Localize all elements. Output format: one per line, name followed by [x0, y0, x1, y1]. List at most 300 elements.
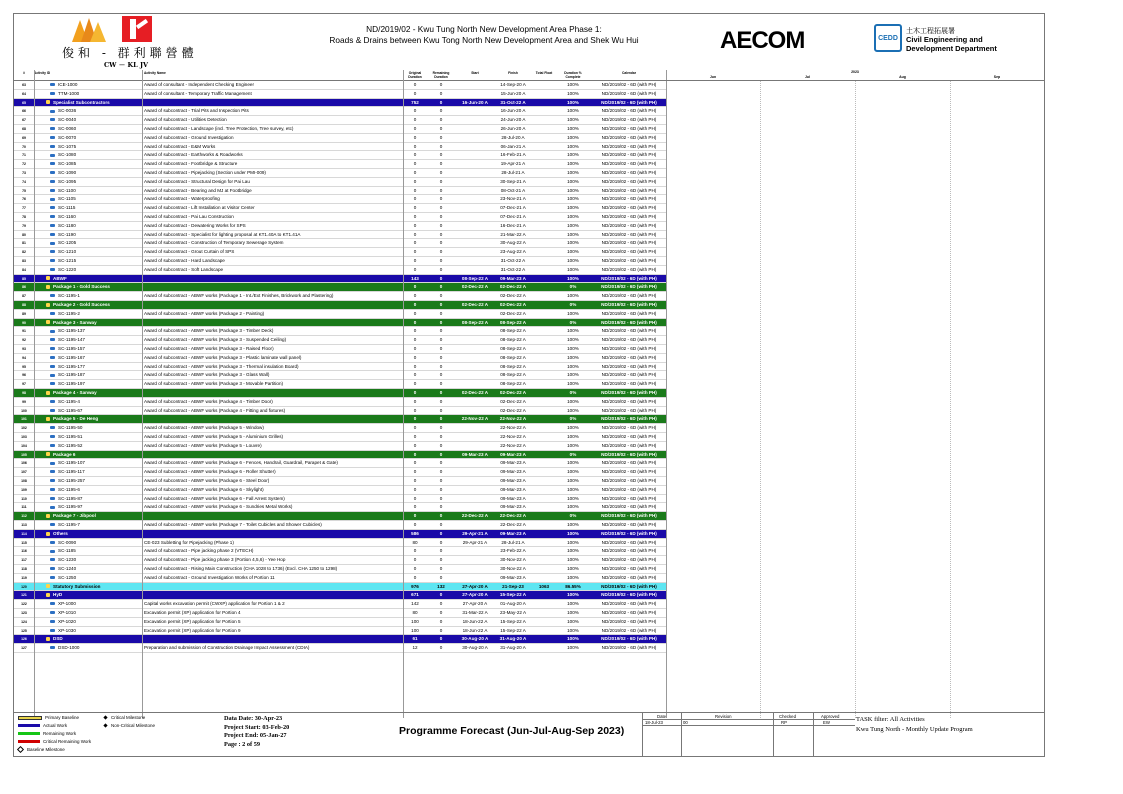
activity-id-text: SC-1195-4 — [58, 398, 80, 404]
wbs-group-icon — [46, 100, 50, 104]
activity-name-text: Award of subcontract - ABWF works (Package 3 - Plastic laminate wall panel) — [144, 354, 302, 360]
table-row[interactable] — [14, 600, 666, 609]
percent-complete — [558, 486, 588, 495]
table-row[interactable] — [14, 169, 666, 178]
col-calendar[interactable]: Calendar — [621, 71, 637, 75]
table-row[interactable] — [14, 90, 666, 99]
activity-id-text: XP-1010 — [58, 610, 76, 615]
row-number — [14, 178, 34, 187]
activity-id — [40, 600, 146, 609]
footer-panel — [14, 712, 1044, 757]
table-row[interactable] — [14, 187, 666, 196]
activity-name — [144, 371, 402, 380]
activity-id — [40, 160, 146, 169]
activity-name-text: Award of subcontract - ABWF works (Package 5 - Louvre) — [144, 442, 262, 448]
legend-critical-milestone: Critical Milestone — [104, 715, 145, 720]
table-row[interactable] — [14, 556, 666, 565]
finish-date — [495, 292, 531, 301]
wbs-group-icon — [46, 285, 50, 289]
table-row[interactable] — [14, 380, 666, 389]
calendar — [592, 600, 666, 609]
activity-icon — [50, 479, 55, 482]
row-number — [14, 451, 34, 460]
activity-icon — [50, 171, 55, 174]
table-row[interactable] — [14, 363, 666, 372]
activity-name — [144, 222, 402, 231]
group-row[interactable] — [14, 275, 666, 284]
finish-date — [495, 459, 531, 468]
activity-id — [40, 627, 146, 636]
remaining-swatch-icon — [18, 732, 40, 735]
percent-complete — [558, 407, 588, 416]
col-original-duration[interactable]: Original Duration — [408, 71, 422, 79]
rev-approved-label: Approved — [821, 714, 840, 719]
remaining-duration — [428, 495, 454, 504]
activity-id — [40, 90, 146, 99]
col-num[interactable]: # — [23, 71, 25, 75]
jv-short-name: CW － KL JV — [104, 61, 149, 69]
finish-date-text: 31-Aug-20 A — [499, 636, 527, 642]
group-row[interactable] — [14, 530, 666, 539]
remaining-duration-text: 0 — [439, 337, 443, 343]
percent-complete — [558, 644, 588, 653]
finish-date-text: 08-Sep-22 A — [500, 363, 526, 369]
original-duration — [404, 459, 426, 468]
col-remaining-duration[interactable]: Remaining Duration — [432, 71, 450, 79]
row-number-text: 114 — [21, 531, 27, 536]
percent-complete — [558, 275, 588, 284]
remaining-duration — [428, 239, 454, 248]
row-number-text: 71 — [22, 153, 26, 158]
table-row[interactable] — [14, 539, 666, 548]
percent-complete — [558, 477, 588, 486]
percent-complete — [558, 187, 588, 196]
remaining-duration — [428, 477, 454, 486]
percent-complete — [558, 222, 588, 231]
activity-icon — [50, 145, 55, 148]
remaining-duration — [428, 310, 454, 319]
remaining-duration — [428, 107, 454, 116]
project-dates — [224, 715, 289, 749]
original-duration — [404, 512, 426, 521]
row-number — [14, 363, 34, 372]
activity-icon — [50, 470, 55, 473]
row-number — [14, 477, 34, 486]
activity-icon — [50, 127, 55, 130]
table-row[interactable] — [14, 442, 666, 451]
table-row[interactable] — [14, 195, 666, 204]
calendar-text: ND/2019/02 - 6D (with PH) — [601, 407, 657, 413]
table-row[interactable] — [14, 345, 666, 354]
table-row[interactable] — [14, 231, 666, 240]
group-row[interactable] — [14, 451, 666, 460]
finish-date-text: 31-Oct-22 A — [500, 266, 526, 272]
table-row[interactable] — [14, 125, 666, 134]
group-row[interactable] — [14, 99, 666, 108]
start-date-text: 18-Jun-22 A — [462, 627, 488, 633]
gantt-month-jun: Jun — [709, 75, 717, 79]
percent-complete — [558, 81, 588, 90]
percent-complete — [558, 556, 588, 565]
table-row[interactable] — [14, 160, 666, 169]
remaining-duration — [428, 433, 454, 442]
activity-name-text: Award of subcontract - ABWF works (Package 3 - Timber Deck) — [144, 328, 274, 334]
activity-name-text: Award of subcontract - Ground Investigation — [144, 134, 234, 140]
col-percent-complete[interactable]: Duration % Complete — [564, 71, 582, 79]
kwan-lee-logo-icon — [122, 16, 152, 42]
percent-complete-text: 100% — [567, 258, 579, 263]
original-duration — [404, 336, 426, 345]
activity-id — [40, 134, 146, 143]
remaining-duration — [428, 160, 454, 169]
table-row[interactable] — [14, 292, 666, 301]
original-duration — [404, 539, 426, 548]
table-row[interactable] — [14, 618, 666, 627]
table-row[interactable] — [14, 424, 666, 433]
group-row[interactable] — [14, 319, 666, 328]
activity-id — [40, 283, 142, 292]
table-row[interactable] — [14, 433, 666, 442]
table-row[interactable] — [14, 257, 666, 266]
activity-id-text: SC-1195-67 — [58, 407, 83, 413]
group-row[interactable] — [14, 415, 666, 424]
calendar-text: ND/2019/02 - 6D (with PH) — [601, 196, 657, 202]
finish-date — [495, 451, 531, 460]
remaining-duration-text: 0 — [439, 152, 443, 158]
calendar-text: ND/2019/02 - 6D (with PH) — [601, 566, 657, 571]
percent-complete-text: 100% — [567, 636, 579, 642]
table-row[interactable] — [14, 204, 666, 213]
calendar-text: ND/2019/02 - 6D (with PH) — [601, 425, 657, 431]
title-line-2: Roads & Drains between Kwu Tong North New Development Area and Shek Wu Hui — [329, 35, 639, 45]
table-row[interactable] — [14, 134, 666, 143]
start-date-text: 02-Dec-22 A — [461, 302, 489, 307]
col-finish[interactable]: Finish — [508, 71, 518, 75]
table-row[interactable] — [14, 354, 666, 363]
finish-date-text: 21-Sep-23 — [502, 583, 524, 589]
start-date — [457, 618, 493, 627]
percent-complete — [558, 301, 588, 310]
activity-name-text: Award of subcontract - ABWF works (Package 3 - Glass Wall) — [144, 372, 270, 378]
percent-complete — [558, 591, 588, 600]
table-row[interactable] — [14, 398, 666, 407]
calendar-text: ND/2019/02 - 6D (with PH) — [601, 434, 657, 439]
remaining-duration-text: 0 — [439, 143, 443, 149]
original-duration-text: 976 — [411, 583, 419, 589]
gantt-month-aug: Aug — [899, 75, 906, 79]
row-number — [14, 503, 34, 512]
group-row[interactable] — [14, 635, 666, 644]
legend-primary-baseline: Primary Baseline — [18, 715, 79, 720]
remaining-duration — [428, 583, 454, 592]
percent-complete-text: 100% — [567, 460, 579, 466]
table-row[interactable] — [14, 327, 666, 336]
remaining-duration — [428, 627, 454, 636]
aecom-logo: AECOM — [720, 27, 805, 54]
calendar-text: ND/2019/02 - 6D (with PH) — [601, 284, 657, 290]
original-duration — [404, 143, 426, 152]
table-row[interactable] — [14, 547, 666, 556]
percent-complete — [558, 600, 588, 609]
table-row[interactable] — [14, 248, 666, 257]
percent-complete-text: 100% — [567, 469, 579, 475]
percent-complete — [558, 468, 588, 477]
percent-complete-text: 100% — [567, 372, 579, 378]
finish-date-text: 30-Aug-22 A — [500, 240, 526, 246]
remaining-duration — [428, 292, 454, 301]
finish-date — [495, 143, 531, 152]
row-number — [14, 618, 34, 627]
row-number — [14, 231, 34, 240]
activity-name — [144, 618, 402, 627]
calendar — [592, 503, 666, 512]
original-duration-text: 0 — [413, 451, 417, 457]
activity-name-text: Excavation permit (XP) application for Portion 4 — [144, 610, 241, 615]
calendar — [592, 336, 666, 345]
row-number — [14, 204, 34, 213]
group-row[interactable] — [14, 389, 666, 398]
activity-id-text: Package 7 - Jibpool — [53, 513, 96, 519]
activity-icon — [50, 365, 55, 368]
finish-date — [495, 107, 531, 116]
col-activity-id[interactable]: Activity ID — [34, 71, 51, 75]
remaining-duration-text: 0 — [439, 504, 443, 510]
finish-date-text: 08-Sep-22 A — [500, 337, 526, 343]
activity-id — [40, 539, 146, 548]
remaining-duration — [428, 591, 454, 600]
activity-id — [40, 477, 146, 486]
percent-complete-text: 100% — [567, 601, 579, 607]
group-row[interactable] — [14, 301, 666, 310]
calendar — [592, 521, 666, 530]
activity-name — [144, 187, 402, 196]
table-row[interactable] — [14, 310, 666, 319]
percent-complete-text: 100% — [567, 249, 579, 255]
finish-date — [495, 204, 531, 213]
activity-icon — [50, 154, 55, 157]
activity-id-text: XP-1000 — [58, 601, 76, 607]
calendar-text: ND/2019/02 - 6D (with PH) — [601, 601, 657, 607]
row-number — [14, 583, 34, 592]
row-number — [14, 90, 34, 99]
wbs-group-icon — [46, 514, 50, 518]
activity-icon — [50, 136, 55, 139]
activity-id — [40, 195, 146, 204]
calendar — [592, 99, 666, 108]
col-start[interactable]: Start — [471, 71, 479, 75]
activity-name — [144, 600, 402, 609]
table-header — [14, 70, 666, 81]
finish-date — [495, 380, 531, 389]
original-duration — [404, 319, 426, 328]
original-duration-text: 0 — [413, 434, 417, 439]
row-number — [14, 213, 34, 222]
finish-date-text: 09-Mar-23 A — [500, 469, 526, 475]
calendar — [592, 178, 666, 187]
remaining-duration-text: 0 — [439, 161, 443, 167]
rev-rule — [643, 719, 855, 720]
table-row[interactable] — [14, 468, 666, 477]
calendar — [592, 424, 666, 433]
group-row[interactable] — [14, 583, 666, 592]
row-number — [14, 609, 34, 618]
row-number-text: 65 — [22, 100, 26, 105]
row-number-text: 75 — [22, 188, 26, 193]
original-duration — [404, 451, 426, 460]
total-float-text: 1063 — [538, 583, 550, 589]
remaining-duration-text: 0 — [439, 557, 443, 563]
table-row[interactable] — [14, 495, 666, 504]
finish-date — [495, 90, 531, 99]
finish-date — [495, 213, 531, 222]
finish-date-text: 08-Sep-22 A — [500, 346, 526, 351]
row-number-text: 113 — [21, 523, 27, 527]
percent-complete — [558, 169, 588, 178]
finish-date-text: 23-Aug-22 A — [500, 249, 526, 255]
table-row[interactable] — [14, 574, 666, 583]
remaining-duration — [428, 248, 454, 257]
col-activity-name[interactable]: Activity Name — [144, 71, 166, 75]
group-row[interactable] — [14, 512, 666, 521]
remaining-duration-text: 0 — [439, 460, 443, 466]
percent-complete — [558, 310, 588, 319]
percent-complete-text: 100% — [567, 196, 579, 202]
remaining-duration — [428, 134, 454, 143]
finish-date-text: 09-Mar-23 A — [500, 451, 526, 457]
legend-actual-work: Actual Work — [18, 723, 67, 728]
rev-rule — [643, 725, 855, 726]
table-row[interactable] — [14, 222, 666, 231]
table-row[interactable] — [14, 521, 666, 530]
remaining-duration — [428, 530, 454, 539]
calendar-text: ND/2019/02 - 6D (with PH) — [601, 354, 657, 360]
table-row[interactable] — [14, 627, 666, 636]
table-row[interactable] — [14, 459, 666, 468]
table-row[interactable] — [14, 565, 666, 574]
percent-complete-text: 100% — [567, 346, 579, 351]
table-row[interactable] — [14, 239, 666, 248]
table-row[interactable] — [14, 116, 666, 125]
table-row[interactable] — [14, 266, 666, 275]
activity-name — [144, 195, 402, 204]
calendar-text: ND/2019/02 - 6D (with PH) — [601, 398, 657, 404]
grid-divider — [34, 70, 35, 718]
table-row[interactable] — [14, 477, 666, 486]
start-date — [457, 539, 493, 548]
table-row[interactable] — [14, 371, 666, 380]
activity-id-text: SC-1195-107 — [58, 460, 85, 466]
table-row[interactable] — [14, 336, 666, 345]
percent-complete-text: 100% — [567, 645, 579, 651]
table-row[interactable] — [14, 151, 666, 160]
percent-complete-text: 100% — [567, 152, 579, 158]
activity-name — [144, 327, 402, 336]
original-duration — [404, 468, 426, 477]
calendar-text: ND/2019/02 - 6D (with PH) — [601, 99, 657, 105]
group-row[interactable] — [14, 591, 666, 600]
table-row[interactable] — [14, 609, 666, 618]
finish-date-text: 22-Nov-22 A — [500, 425, 526, 431]
table-row[interactable] — [14, 143, 666, 152]
activity-icon — [50, 497, 55, 500]
percent-complete — [558, 90, 588, 99]
percent-complete — [558, 204, 588, 213]
row-number-text: 68 — [22, 127, 26, 131]
activity-id — [40, 424, 146, 433]
row-number-text: 70 — [22, 144, 26, 149]
finish-date-text: 08-Sep-22 A — [500, 372, 526, 378]
remaining-duration — [428, 178, 454, 187]
table-row[interactable] — [14, 213, 666, 222]
programme-title: Programme Forecast (Jun-Jul-Aug-Sep 2023) — [399, 725, 625, 737]
finish-date-text: 31-Oct-22 A — [500, 99, 526, 105]
original-duration-text: 80 — [412, 610, 418, 615]
group-row[interactable] — [14, 283, 666, 292]
calendar-text: ND/2019/02 - 6D (with PH) — [601, 416, 657, 422]
col-total-float[interactable]: Total Float — [535, 71, 553, 75]
activity-name — [144, 644, 402, 653]
table-row[interactable] — [14, 81, 666, 90]
original-duration — [404, 354, 426, 363]
original-duration — [404, 530, 426, 539]
table-row[interactable] — [14, 644, 666, 653]
calendar — [592, 292, 666, 301]
percent-complete-text: 0% — [569, 319, 577, 325]
original-duration-text: 0 — [413, 214, 417, 219]
calendar-text: ND/2019/02 - 6D (with PH) — [601, 592, 657, 598]
remaining-duration — [428, 574, 454, 583]
activity-id-text: SC-1190 — [58, 231, 76, 237]
row-number — [14, 239, 34, 248]
original-duration-text: 0 — [413, 170, 417, 175]
finish-date — [495, 310, 531, 319]
percent-complete — [558, 503, 588, 512]
finish-date — [495, 283, 531, 292]
finish-date-text: 16-Dec-21 A — [500, 222, 526, 228]
activity-name-text: Award of subcontract - Hard Landscape — [144, 258, 225, 263]
finish-date-text: 22-Dec-22 A — [500, 522, 526, 527]
activity-id — [40, 398, 146, 407]
finish-date-text: 08-Sep-22 A — [500, 381, 526, 387]
wbs-group-icon — [46, 584, 50, 588]
table-row[interactable] — [14, 486, 666, 495]
row-number — [14, 169, 34, 178]
activity-id-text: SC-1195-7 — [58, 522, 80, 527]
legend-baseline-milestone: Baseline Milestone — [18, 747, 65, 752]
remaining-duration-text: 0 — [439, 398, 443, 404]
row-number — [14, 99, 34, 108]
activity-id — [40, 556, 146, 565]
remaining-duration — [428, 125, 454, 134]
activity-id — [40, 609, 146, 618]
table-row[interactable] — [14, 407, 666, 416]
percent-complete-text: 0% — [569, 284, 577, 290]
remaining-duration — [428, 169, 454, 178]
finish-date-text: 09-Mar-23 A — [500, 460, 526, 466]
percent-complete — [558, 266, 588, 275]
row-number-text: 64 — [22, 91, 26, 96]
calendar-text: ND/2019/02 - 6D (with PH) — [601, 486, 657, 492]
table-row[interactable] — [14, 107, 666, 116]
table-row[interactable] — [14, 503, 666, 512]
calendar-text: ND/2019/02 - 6D (with PH) — [601, 513, 657, 519]
percent-complete-text: 100% — [567, 398, 579, 404]
activity-name-text: Capital works excavation permit (CWXP) application for Portion 1 & 2 — [144, 601, 285, 607]
table-row[interactable] — [14, 178, 666, 187]
start-date — [457, 600, 493, 609]
row-number — [14, 459, 34, 468]
remaining-duration — [428, 556, 454, 565]
